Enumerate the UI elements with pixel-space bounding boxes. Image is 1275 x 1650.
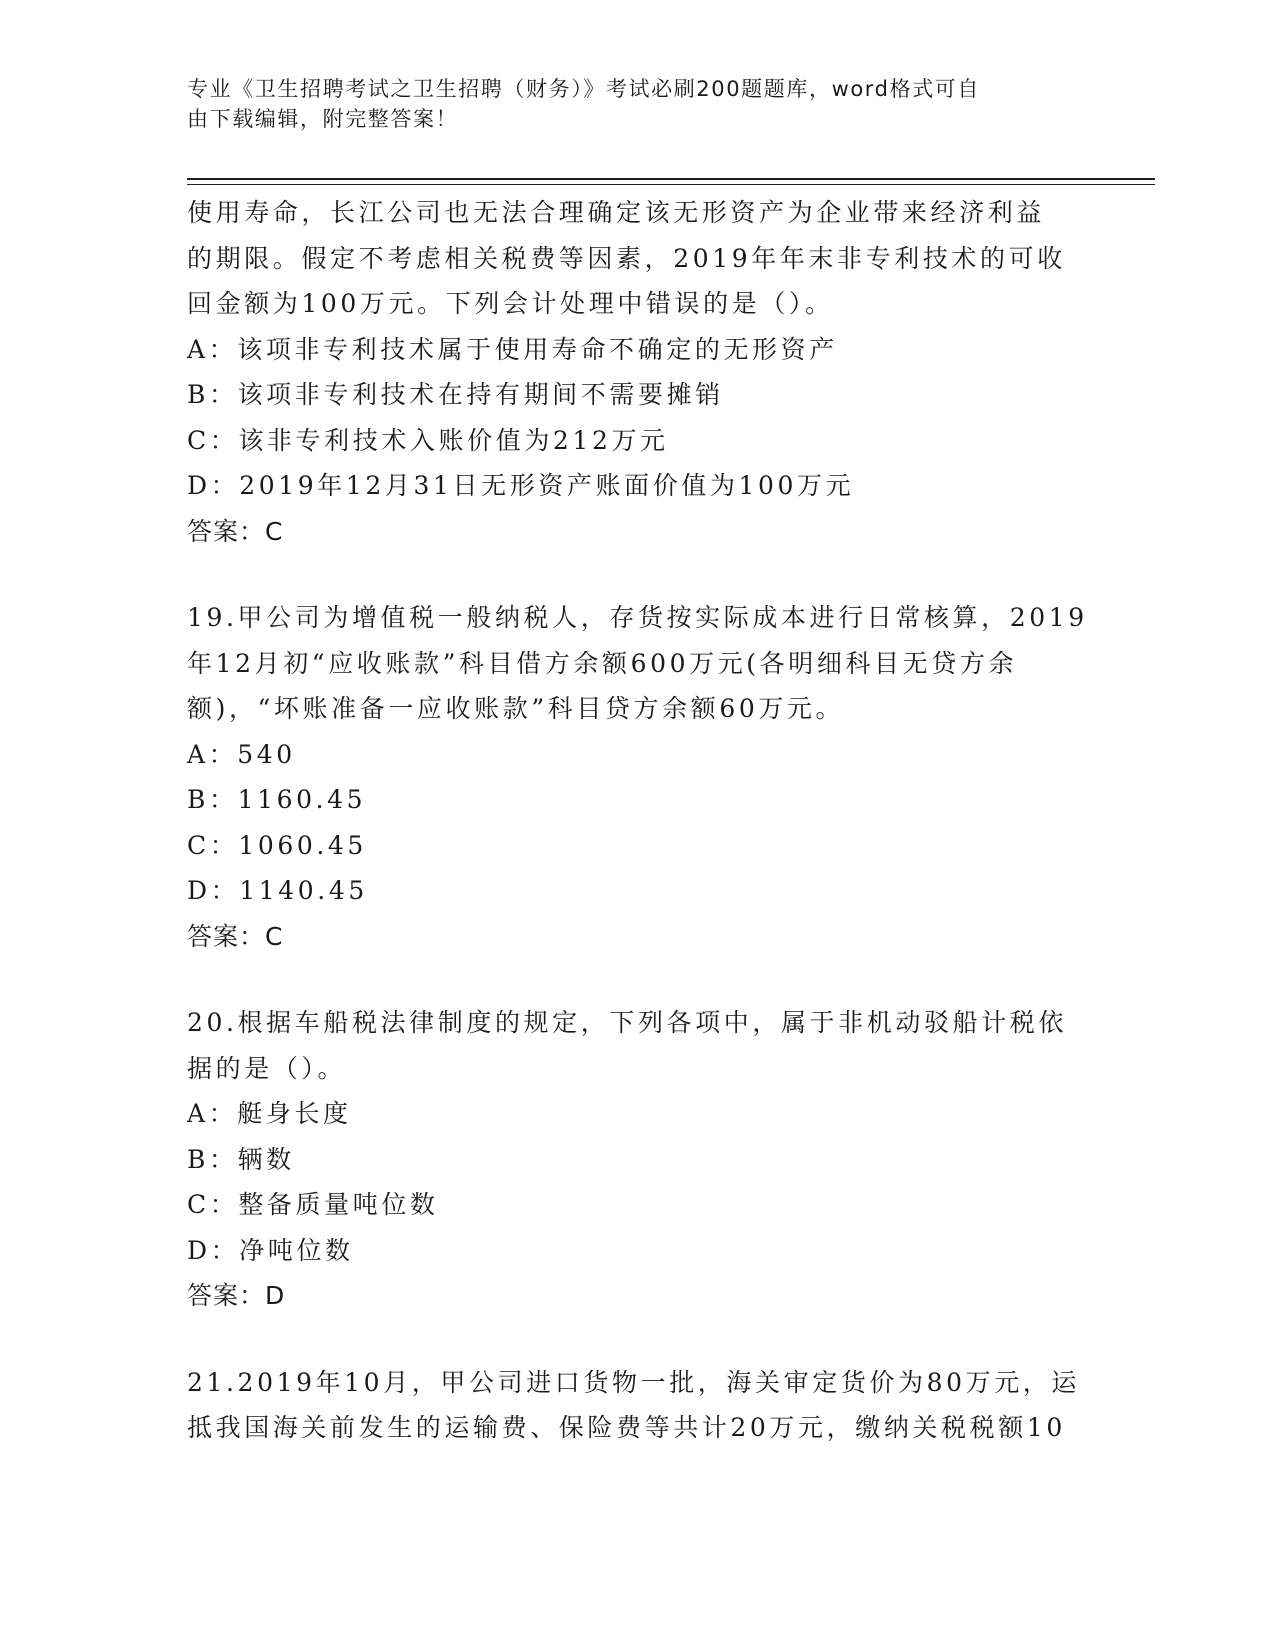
option-d: D：2019年12月31日无形资产账面价值为100万元 xyxy=(187,471,855,500)
header-line-1: 专业《卫生招聘考试之卫生招聘（财务）》考试必刷200题题库，word格式可自 xyxy=(187,77,980,101)
question-stem-line: 20.根据车船税法律制度的规定，下列各项中，属于非机动驳船计税依 xyxy=(187,1008,1067,1037)
question-21 xyxy=(187,1360,1087,1451)
option-b: B：1160.45 xyxy=(187,785,367,814)
option-c: C：该非专利技术入账价值为212万元 xyxy=(187,425,669,455)
option-a: A：艇身长度 xyxy=(187,1099,352,1128)
question-stem-line: 使用寿命，长江公司也无法合理确定该无形资产为企业带来经济利益 xyxy=(187,198,1046,227)
option-a: A：540 xyxy=(187,739,296,769)
question-stem-line: 年12月初“应收账款”科目借方余额600万元(各明细科目无贷方余 xyxy=(187,648,1018,678)
header-divider-thick xyxy=(187,178,1155,180)
question-20 xyxy=(187,1000,1087,1319)
question-spacer xyxy=(187,959,1087,1000)
question-19 xyxy=(187,595,1087,959)
question-list xyxy=(187,190,1087,1451)
question-stem-line: 据的是（）。 xyxy=(187,1053,347,1083)
answer-line: 答案：D xyxy=(187,1281,286,1310)
question-stem-line: 回金额为100万元。下列会计处理中错误的是（）。 xyxy=(187,289,834,318)
question-stem-line: 19.甲公司为增值税一般纳税人，存货按实际成本进行日常核算，2019 xyxy=(187,603,1088,632)
question-18 xyxy=(187,190,1087,554)
question-spacer xyxy=(187,554,1087,595)
page-header xyxy=(187,74,1067,134)
option-a: A：该项非专利技术属于使用寿命不确定的无形资产 xyxy=(187,334,838,364)
option-d: D：净吨位数 xyxy=(187,1235,354,1265)
question-stem-line: 额)，“坏账准备一应收账款”科目贷方余额60万元。 xyxy=(187,694,845,723)
answer-line: 答案：C xyxy=(187,921,284,951)
option-b: B：该项非专利技术在持有期间不需要摊销 xyxy=(187,380,724,409)
option-d: D：1140.45 xyxy=(187,876,368,905)
header-divider-thin xyxy=(187,184,1155,185)
option-b: B：辆数 xyxy=(187,1144,295,1174)
option-c: C：整备质量吨位数 xyxy=(187,1190,439,1219)
question-spacer xyxy=(187,1319,1087,1360)
question-stem-line: 21.2019年10月，甲公司进口货物一批，海关审定货价为80万元，运 xyxy=(187,1367,1081,1397)
answer-line: 答案：C xyxy=(187,516,284,546)
question-stem-line: 的期限。假定不考虑相关税费等因素，2019年年末非专利技术的可收 xyxy=(187,243,1066,273)
question-stem-line: 抵我国海关前发生的运输费、保险费等共计20万元，缴纳关税税额10 xyxy=(187,1413,1066,1442)
option-c: C：1060.45 xyxy=(187,830,367,860)
header-line-2: 由下载编辑，附完整答案！ xyxy=(187,107,459,131)
